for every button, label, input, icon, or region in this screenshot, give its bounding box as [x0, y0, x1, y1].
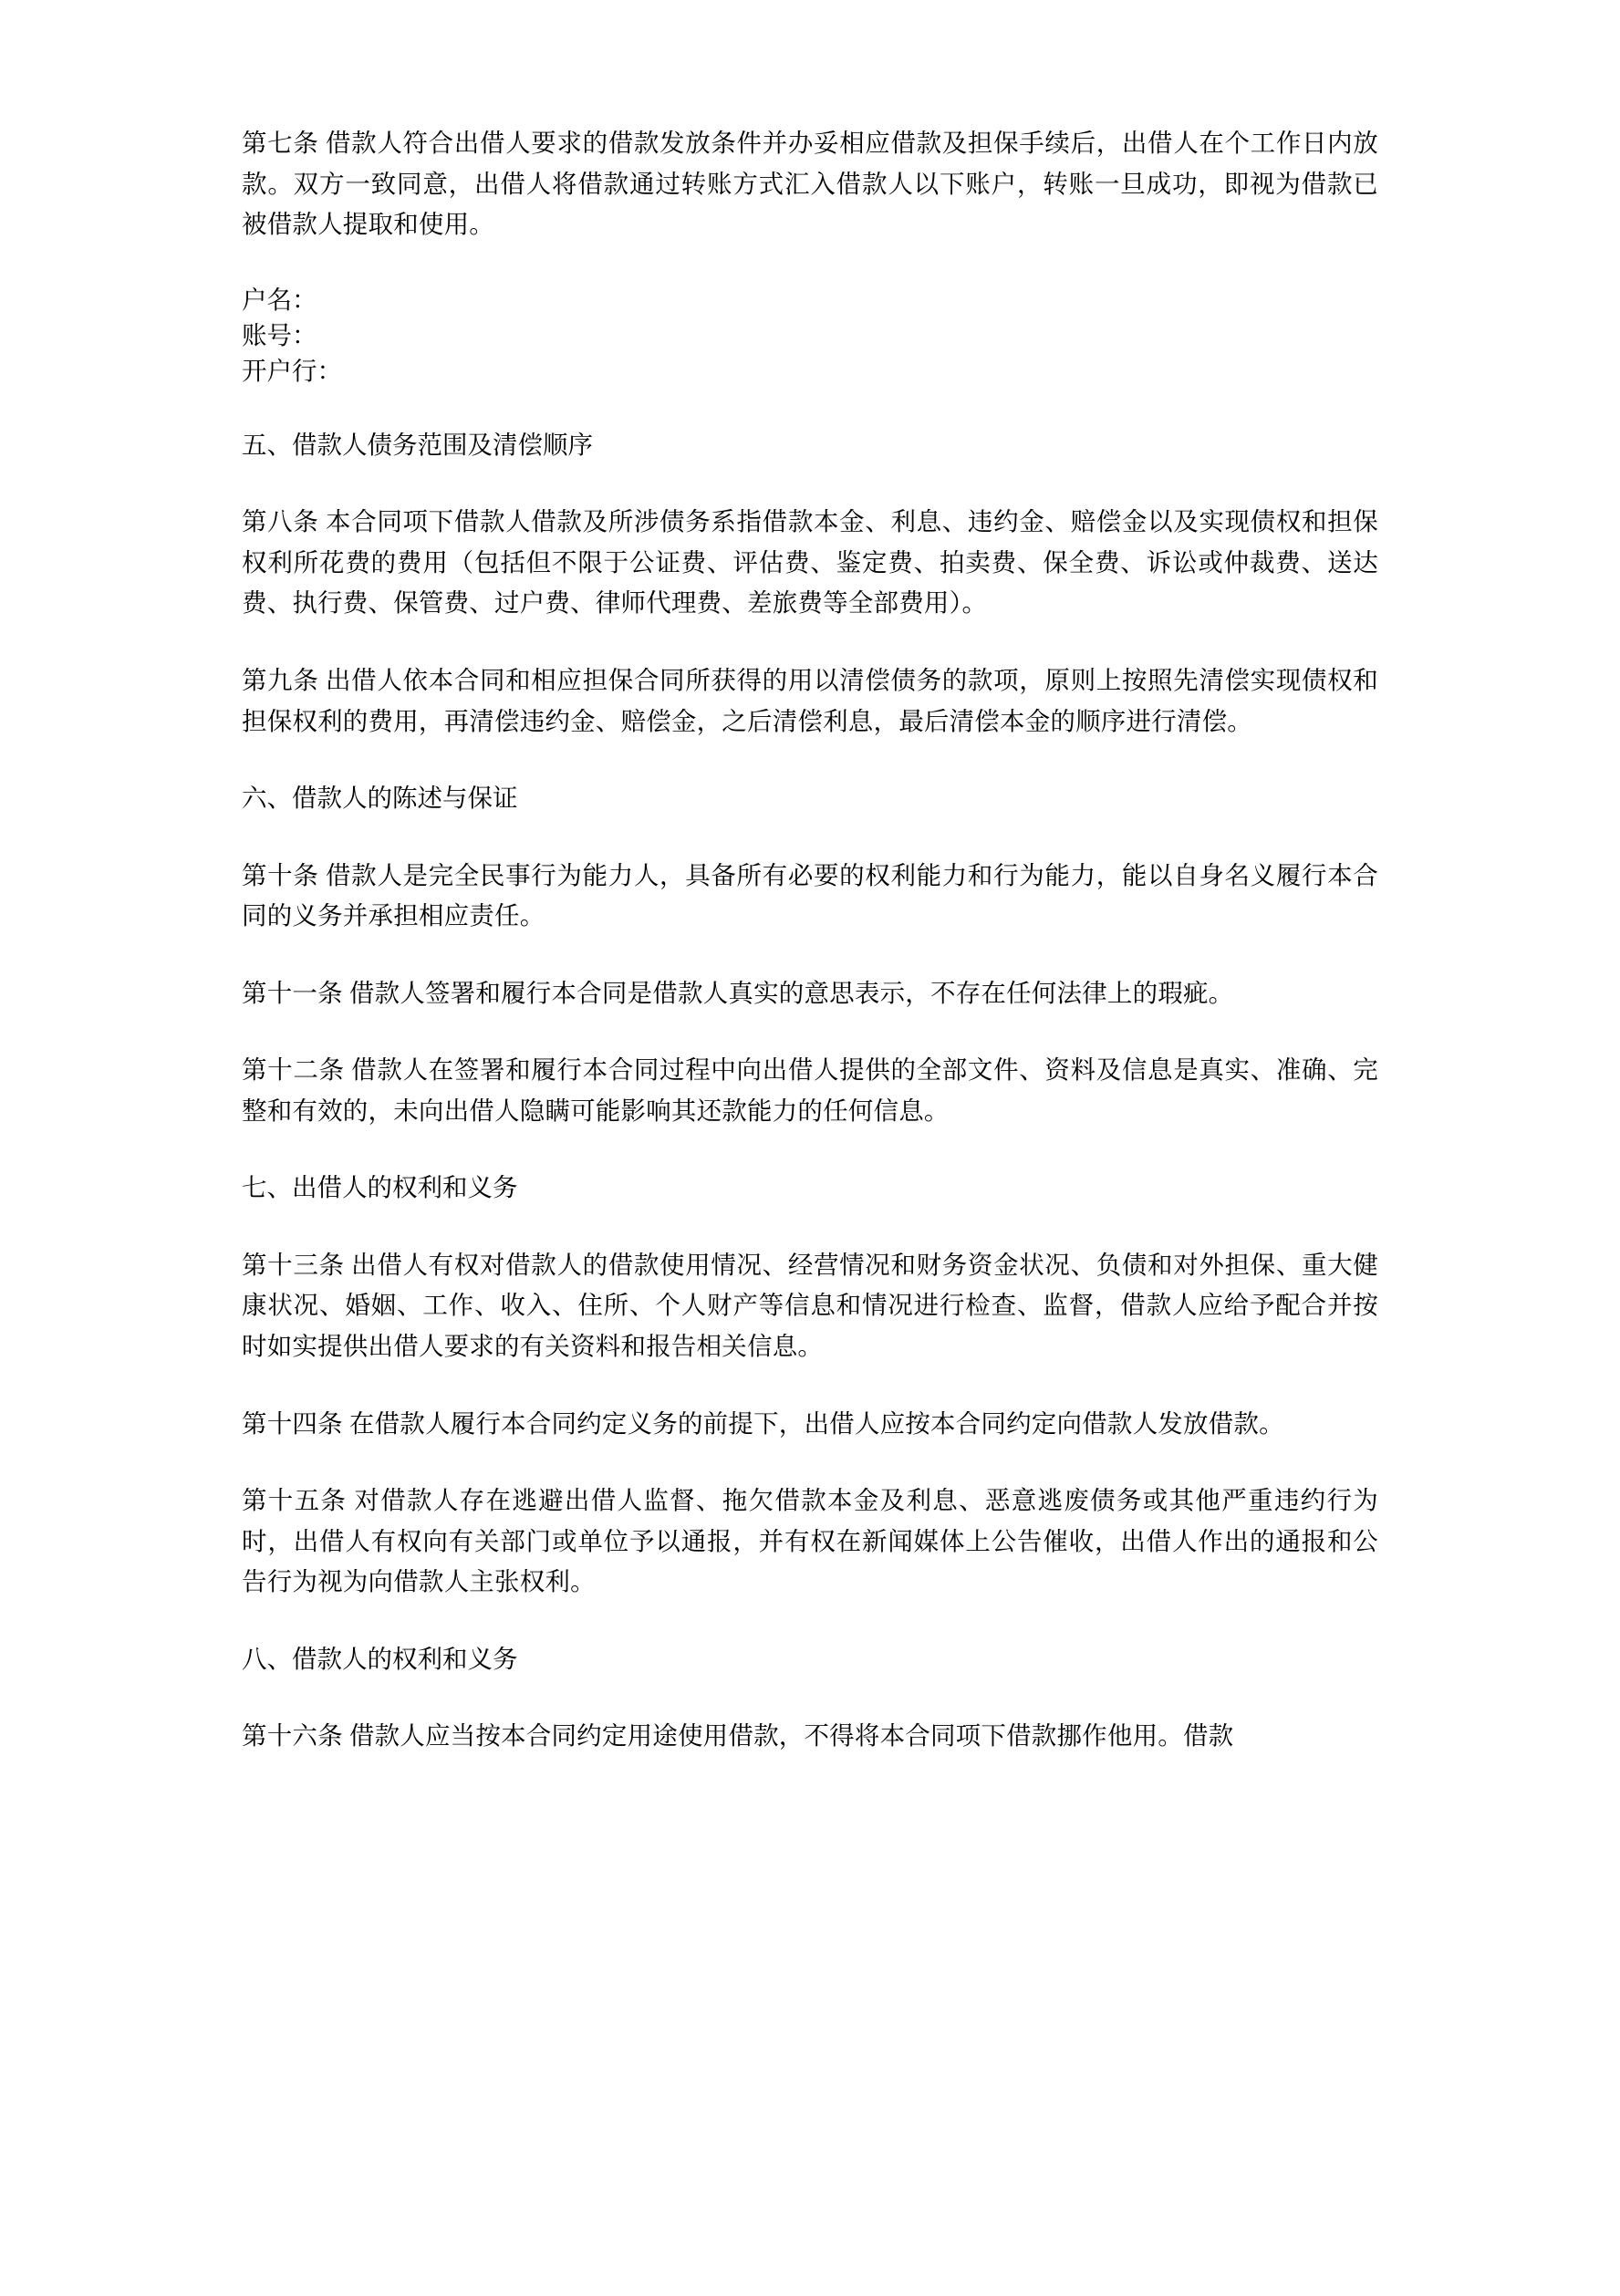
section-five-heading: 五、借款人债务范围及清偿顺序	[242, 430, 593, 459]
clause-10: 第十条 借款人是完全民事行为能力人，具备所有必要的权利能力和行为能力，能以自身名义履行本合同的义务并承担相应责任。	[242, 860, 1378, 930]
account-holder-name-label: 户名：	[242, 285, 317, 314]
clause-11: 第十一条 借款人签署和履行本合同是借款人真实的意思表示，不存在任何法律上的瑕疵。	[242, 978, 1234, 1007]
clause-8: 第八条 本合同项下借款人借款及所涉债务系指借款本金、利息、违约金、赔偿金以及实现债权和担保权利所花费的费用（包括但不限于公证费、评估费、鉴定费、拍卖费、保全费、诉讼或仲裁费、送达费、执行费、保管费、过户费、律师代理费、差旅费等全部费用）。	[242, 507, 1378, 618]
section-six-heading: 六、借款人的陈述与保证	[242, 784, 518, 813]
clause-14: 第十四条 在借款人履行本合同约定义务的前提下，出借人应按本合同约定向借款人发放借款。	[242, 1408, 1284, 1438]
clause-16: 第十六条 借款人应当按本合同约定用途使用借款，不得将本合同项下借款挪作他用。借款	[242, 1721, 1234, 1751]
account-number-label: 账号：	[242, 320, 317, 349]
account-info	[242, 282, 1378, 389]
clause-15: 第十五条 对借款人存在逃避出借人监督、拖欠借款本金及利息、恶意逃废债务或其他严重违约行为时，出借人有权向有关部门或单位予以通报，并有权在新闻媒体上公告催收，出借人作出的通报和公告行为视为向借款人主张权利。	[242, 1486, 1378, 1596]
section-eight-heading: 八、借款人的权利和义务	[242, 1644, 518, 1673]
clause-12: 第十二条 借款人在签署和履行本合同过程中向出借人提供的全部文件、资料及信息是真实、准确、完整和有效的，未向出借人隐瞒可能影响其还款能力的任何信息。	[242, 1055, 1378, 1125]
clause-13: 第十三条 出借人有权对借款人的借款使用情况、经营情况和财务资金状况、负债和对外担保、重大健康状况、婚姻、工作、收入、住所、个人财产等信息和情况进行检查、监督，借款人应给予配合并按时如实提供出借人要求的有关资料和报告相关信息。	[242, 1250, 1378, 1360]
account-bank-label: 开户行：	[242, 356, 342, 385]
section-seven-heading: 七、出借人的权利和义务	[242, 1173, 518, 1202]
document-body	[242, 123, 1378, 1757]
clause-7: 第七条 借款人符合出借人要求的借款发放条件并办妥相应借款及担保手续后，出借人在个工作日内放款。双方一致同意，出借人将借款通过转账方式汇入借款人以下账户，转账一旦成功，即视为借款已被借款人提取和使用。	[242, 129, 1378, 239]
clause-9: 第九条 出借人依本合同和相应担保合同所获得的用以清偿债务的款项，原则上按照先清偿实现债权和担保权利的费用，再清偿违约金、赔偿金，之后清偿利息，最后清偿本金的顺序进行清偿。	[242, 665, 1378, 735]
